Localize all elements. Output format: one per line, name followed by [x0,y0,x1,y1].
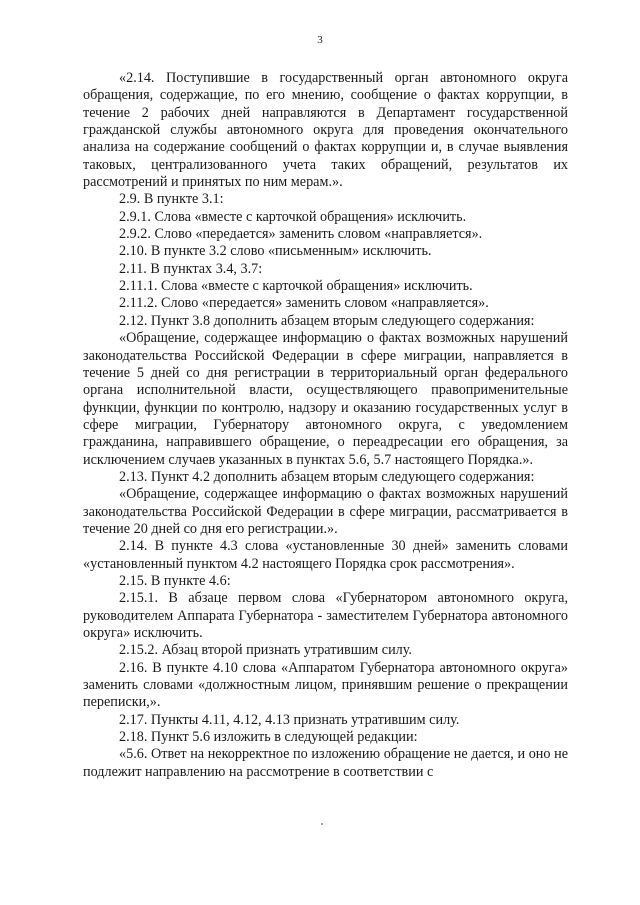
paragraph: «Обращение, содержащее информацию о фактах возможных нарушений законодательства Российской Федерации в сфере миграции, направляется в течение 5 дней со дня регистрации в территориальный орган федерального органа исполнительной власти, осуществляющего правоприменительные функции, функции по контролю, надзору и оказанию государственных услуг в сфере миграции, Губернатору автономного округа, с уведомлением гражданина, направившего обращение, о переадресации его обращения, за исключением случаев указанных в пунктах 5.6, 5.7 настоящего Порядка.». [83,330,568,468]
paragraph: «Обращение, содержащее информацию о фактах возможных нарушений законодательства Российской Федерации в сфере миграции, рассматривается в течение 20 дней со дня его регистрации.». [83,486,568,537]
paragraph: 2.11.1. Слова «вместе с карточкой обращения» исключить. [119,278,473,295]
paragraph: 2.14. В пункте 4.3 слова «установленные 30 дней» заменить словами «установленный пунктом 4.2 настоящего Порядка срок рассмотрения». [83,538,568,572]
paragraph: «5.6. Ответ на некорректное по изложению обращение не дается, и оно не подлежит направлению на рассмотрение в соответствии с [83,746,568,780]
paragraph: 2.15.1. В абзаце первом слова «Губернатором автономного округа, руководителем Аппарата Губернатора - заместителем Губернатора автономного округа» исключить. [83,590,568,641]
paragraph: 2.11.2. Слово «передается» заменить словом «направляется». [119,295,489,312]
paragraph: 2.17. Пункты 4.11, 4.12, 4.13 признать утратившим силу. [119,711,460,728]
paragraph: «2.14. Поступившие в государственный орган автономного округа обращения, содержащие, по его мнению, сообщение о фактах коррупции, в течение 2 рабочих дней направляются в Департамент государственной гражданской службы автономного округа для проведения окончательного анализа на содержание сообщений о фактах коррупции и, в случае выявления таковых, централизованного учета таких обращений, результатов их рассмотрений и принятых по ним мерам.». [83,70,568,191]
page-number: 3 [317,34,323,46]
paragraph: 2.10. В пункте 3.2 слово «письменным» исключить. [119,243,432,260]
paragraph: 2.9. В пункте 3.1: [119,191,224,208]
paragraph: 2.18. Пункт 5.6 изложить в следующей редакции: [119,729,418,746]
paragraph: 2.15. В пункте 4.6: [119,572,231,589]
paragraph: 2.12. Пункт 3.8 дополнить абзацем вторым следующего содержания: [119,312,535,329]
paragraph: 2.13. Пункт 4.2 дополнить абзацем вторым следующего содержания: [119,468,535,485]
paragraph: 2.9.1. Слова «вместе с карточкой обращения» исключить. [119,208,467,225]
paragraph: 2.15.2. Абзац второй признать утратившим силу. [119,642,412,659]
paragraph: 2.16. В пункте 4.10 слова «Аппаратом Губернатора автономного округа» заменить словами «должностным лицом, принявшим решение о прекращении переписки,». [83,659,568,711]
paragraph: 2.9.2. Слово «передается» заменить словом «направляется». [119,226,483,243]
paragraph: 2.11. В пунктах 3.4, 3.7: [119,260,263,277]
scan-speck [321,823,323,825]
document-body [83,70,568,781]
